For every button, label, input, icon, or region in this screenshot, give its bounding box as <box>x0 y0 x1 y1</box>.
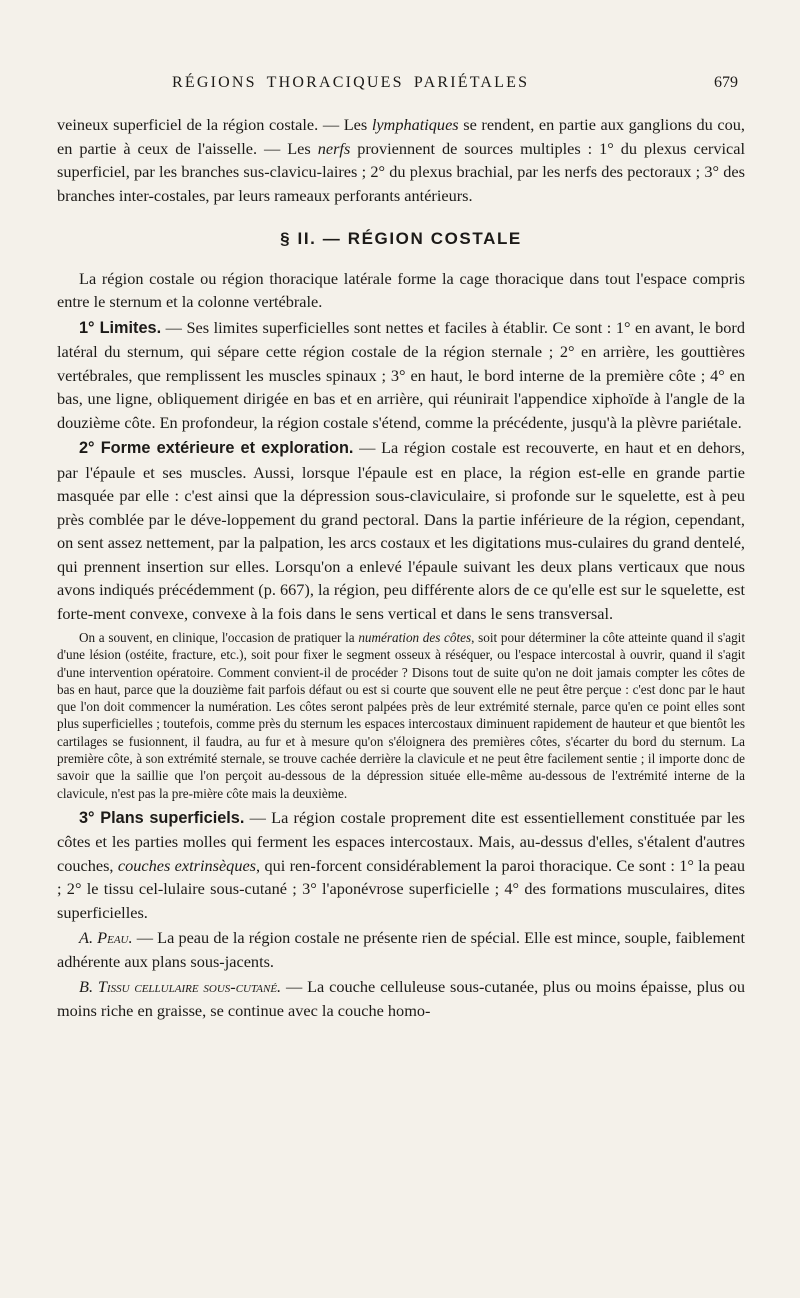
tissu-paragraph <box>57 975 745 1022</box>
forme-heading: 2° Forme extérieure et exploration. <box>79 439 354 457</box>
intro-text-1: veineux superficiel de la région costale. — Les <box>57 115 372 134</box>
section-title: § II. — RÉGION COSTALE <box>280 229 522 248</box>
peau-paragraph <box>57 926 745 973</box>
forme-text: — La région costale est recouverte, en haut et en dehors, par l'épaule et ses muscles. Aussi, lorsque l'épaule est en place, la région est-elle en grande partie masquée par elle : c'est ainsi que la dépression sous-claviculaire, si profonde sur le squelette, est à peu près comblée par le déve-loppement du grand pectoral. Dans la partie inférieure de la région, cependant, on sent assez nettement, par la palpation, les arcs costaux et les digitations mus-culaires du grand dentelé, qui prennent insertion sur elles. Lorsqu'on a enlevé l'épaule suivant les deux plans verticaux que nous avons indiqués précédemment (p. 667), la région, peu différente alors de ce qu'elle est sur le squelette, est forte-ment convexe, convexe à la fois dans le sens vertical et dans le sens transversal. <box>57 438 745 623</box>
peau-text: — La peau de la région costale ne présente rien de spécial. Elle est mince, souple, faiblement adhérente aux plans sous-jacents. <box>57 928 745 971</box>
note-text-1: On a souvent, en clinique, l'occasion de pratiquer la <box>79 630 359 645</box>
peau-label: A. Peau. <box>79 928 133 948</box>
plans-couches: couches extrinsèques <box>117 855 257 875</box>
note-paragraph <box>57 629 745 802</box>
plans-text-1: — La région costale proprement dite est essentiellement constituée par les côtes et les parties molles qui ferment les espaces intercostaux. Mais, au-dessus d'elles, s'étalent d'autres couches, <box>57 807 745 875</box>
plans-paragraph <box>57 806 745 925</box>
note-numeration: numération des côtes <box>358 630 472 645</box>
forme-paragraph <box>57 436 745 625</box>
limites-paragraph <box>57 316 745 435</box>
intro-paragraph <box>57 113 745 207</box>
running-title: RÉGIONS THORACIQUES PARIÉTALES <box>172 74 530 91</box>
region-paragraph: La région costale ou région thoracique latérale forme la cage thoracique dans tout l'espace compris entre le sternum et la colonne vertébrale. <box>57 268 745 311</box>
limites-text: — Ses limites superficielles sont nettes et faciles à établir. Ce sont : 1° en avant, le bord latéral du sternum, qui sépare cette région costale de la région sternale ; 2° en arrière, les gouttières vertébrales, que remplissent les muscles spinaux ; 3° en haut, le bord interne de la première côte ; 4° en bas, une ligne, obliquement dirigée en bas et en arrière, qui réunirait l'appendice xiphoïde à l'angle de la douzième côte. En profondeur, la région costale s'étend, comme la précédente, jusqu'à la plèvre pariétale. <box>57 317 745 432</box>
tissu-text: — La couche celluleuse sous-cutanée, plus ou moins épaisse, plus ou moins riche en graisse, se continue avec la couche homo- <box>57 977 745 1020</box>
page-header <box>0 74 800 98</box>
intro-nerfs: nerfs <box>317 138 351 158</box>
page-body <box>57 113 745 1022</box>
intro-text-2: se rendent, en partie aux ganglions du cou, en partie à ceux de l'aisselle. — Les <box>57 115 745 158</box>
limites-heading: 1° Limites. <box>79 318 162 337</box>
intro-lymphatiques: lymphatiques <box>371 115 459 134</box>
plans-text-2: , qui ren-forcent considérablement la paroi thoracique. Ce sont : 1° la peau ; 2° le tissu cel-lulaire sous-cutané ; 3° l'aponévrose superficielle ; 4° des formations musculaires, dites superficielles. <box>57 855 746 922</box>
intro-text-3: proviennent de sources multiples : 1° du plexus cervical superficiel, par les branches sus-clavicu-laires ; 2° du plexus brachial, par les nerfs des pectoraux ; 3° des branches inter-costales, par leurs rameaux perforants antérieurs. <box>57 138 745 205</box>
note-text-2: , soit pour déterminer la côte atteinte quand il s'agit d'une lésion (ostéite, fracture, etc.), soit pour fixer le segment osseux à réséquer, ou l'espace intercostal à ouvrir, quand il s'agit d'une intervention opératoire. Comment convient-il de procéder ? Disons tout de suite qu'on ne doit jamais compter les côtes de bas en haut, parce que la douzième fait parfois défaut ou est si courte que souvent elle ne peut être perçue : c'est donc par le haut que l'on doit commencer la numération. Les côtes seront palpées près de leur extrémité sternale, parce qu'en ce point elles sont plus superficielles ; toutefois, comme près du sternum les espaces intercostaux diminuent rapidement de hauteur et que bientôt les cartilages se fusionnent, il faudra, au fur et à mesure qu'on s'éloignera des premières côtes, s'écarter du bord du sternum. La première côte, à son extrémité sternale, se trouve cachée derrière la clavicule et ne peut être facilement sentie ; il importe donc de savoir que la saillie que l'on perçoit au-dessous de la dépression située elle-même au-dessous de l'extrémité interne de la clavicule, n'est pas la pre-mière côte mais la deuxième. <box>57 630 745 801</box>
plans-heading: 3° Plans superficiels. <box>79 808 245 827</box>
tissu-label: B. Tissu cellulaire sous-cutané. <box>79 977 282 997</box>
page-number: 679 <box>714 74 738 91</box>
